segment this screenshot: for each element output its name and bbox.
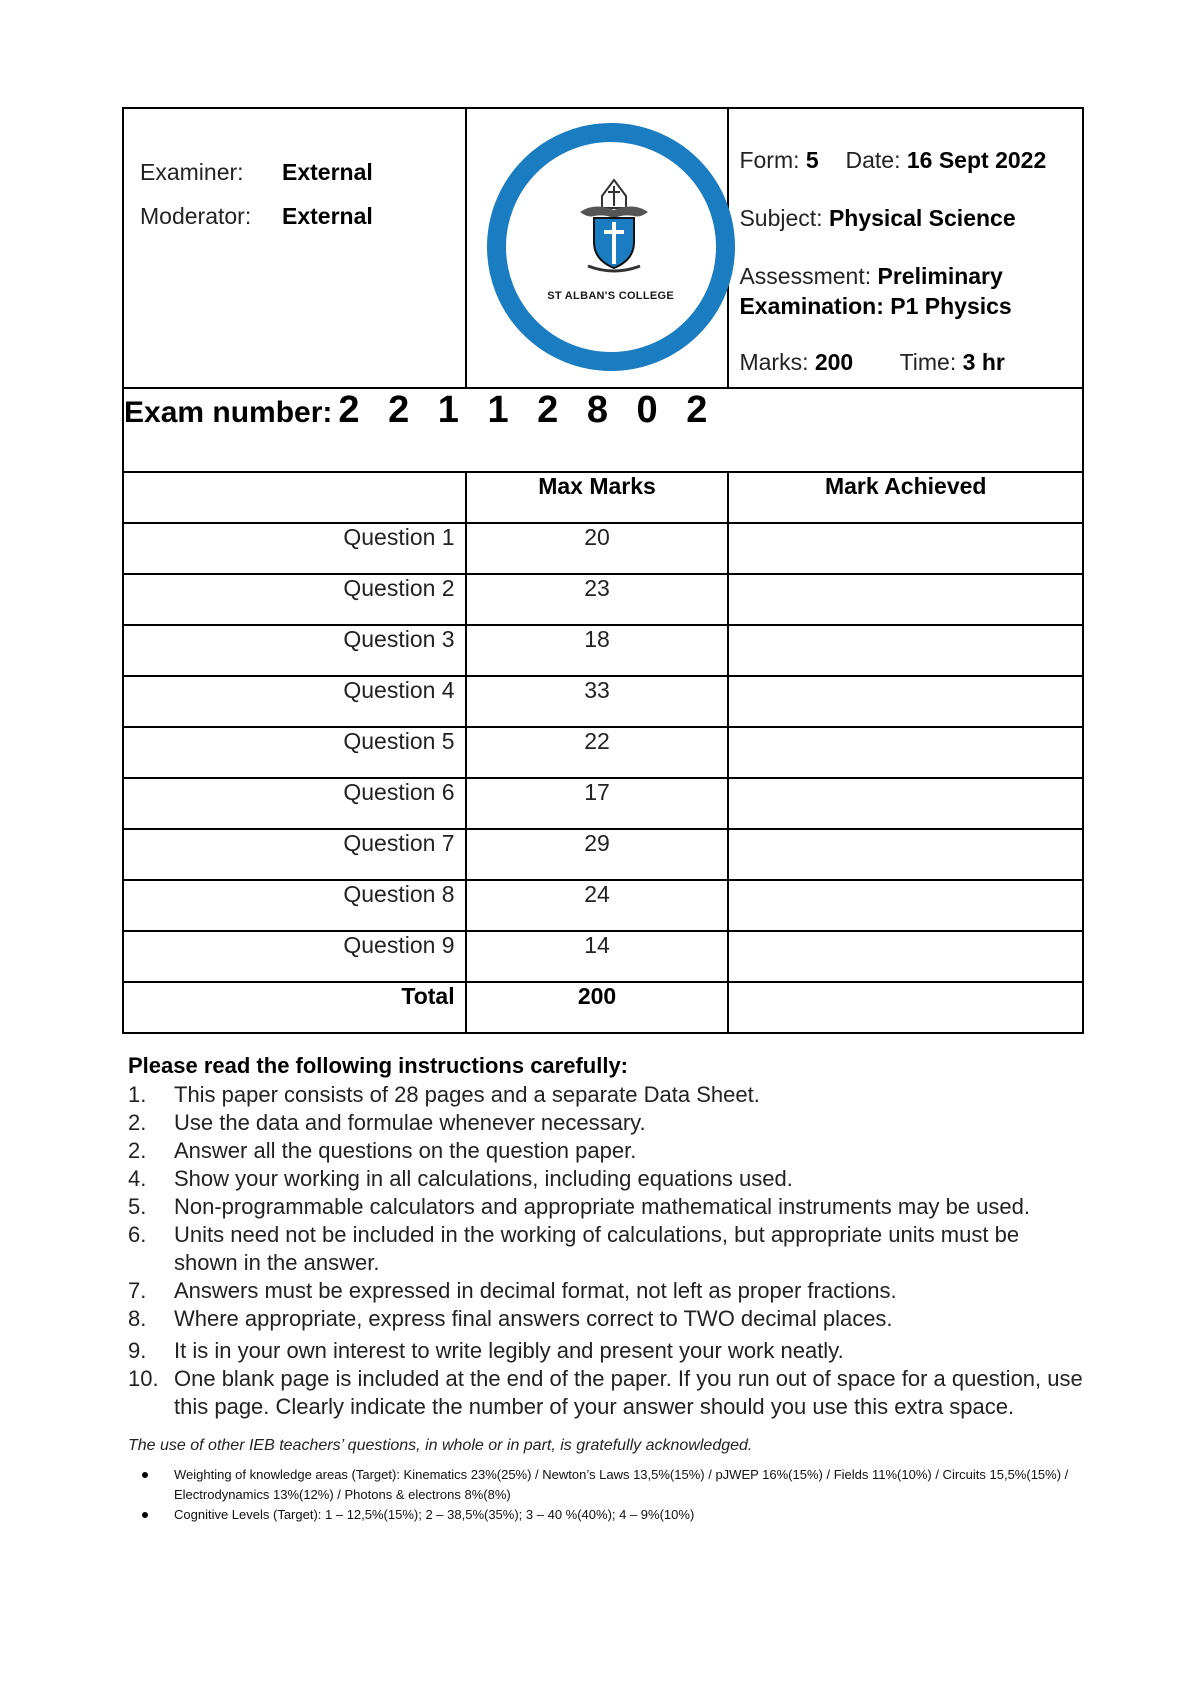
logo-cell [466, 108, 729, 388]
marks-label: Marks: [739, 349, 809, 375]
max-mark: 17 [466, 778, 729, 829]
table-row [123, 931, 1083, 982]
list-item [128, 1337, 1088, 1365]
max-mark: 24 [466, 880, 729, 931]
table-row [123, 778, 1083, 829]
examiner-line [140, 159, 373, 186]
subject-label: Subject: [739, 205, 823, 231]
list-item [128, 1505, 1088, 1525]
examiner-label: Examiner: [140, 159, 244, 185]
crest-icon [574, 178, 654, 276]
item-number: 5. [128, 1194, 147, 1219]
bullet-icon [142, 1472, 148, 1478]
total-value: 200 [466, 982, 729, 1033]
subject-line [739, 205, 1015, 232]
question-label: Question 7 [123, 829, 466, 880]
instructions-list [128, 1081, 1088, 1421]
total-achieved-field[interactable] [728, 982, 1083, 1033]
item-text: Show your working in all calculations, including equations used. [174, 1166, 793, 1191]
mark-achieved-field[interactable] [728, 778, 1083, 829]
max-mark: 22 [466, 727, 729, 778]
list-item [128, 1465, 1088, 1505]
marks-value: 200 [814, 349, 854, 375]
item-number: 8. [128, 1306, 147, 1331]
question-label: Question 9 [123, 931, 466, 982]
item-text: This paper consists of 28 pages and a separate Data Sheet. [174, 1082, 760, 1107]
table-row [123, 523, 1083, 574]
mark-achieved-field[interactable] [728, 880, 1083, 931]
list-item [128, 1193, 1088, 1221]
bullet-icon [142, 1512, 148, 1518]
mark-achieved-field[interactable] [728, 727, 1083, 778]
question-label: Question 8 [123, 880, 466, 931]
max-mark: 33 [466, 676, 729, 727]
item-text: Answer all the questions on the question paper. [174, 1138, 637, 1163]
question-label: Question 2 [123, 574, 466, 625]
list-item [128, 1365, 1088, 1421]
table-row [123, 574, 1083, 625]
list-item [128, 1081, 1088, 1109]
table-row [123, 880, 1083, 931]
logo-text: ST ALBAN'S COLLEGE [547, 290, 674, 302]
form-date-line [739, 147, 1046, 174]
examiner-cell [123, 108, 466, 388]
item-number: 2. [128, 1138, 147, 1163]
list-item [128, 1221, 1088, 1277]
item-text: One blank page is included at the end of the paper. If you run out of space for a question, use this page. Clearly indicate the number of your answer should you use this extra space. [174, 1366, 1083, 1419]
time-label: Time: [899, 349, 957, 375]
mark-achieved-field[interactable] [728, 523, 1083, 574]
mark-achieved-field[interactable] [728, 931, 1083, 982]
acknowledgement: The use of other IEB teachers’ questions, in whole or in part, is gratefully acknowledged. [128, 1437, 753, 1454]
item-number: 9. [128, 1338, 147, 1363]
bullet-text: Weighting of knowledge areas (Target): Kinematics 23%(25%) / Newton’s Laws 13,5%(15%) / pJWEP 16%(15%) / Fields 11%(10%) / Circuits 15,5%(15%) / Electrodynamics 13%(12%) / Photons & electrons 8%(8%) [174, 1467, 1069, 1502]
assessment-value-2: Examination: P1 Physics [739, 293, 1012, 319]
item-number: 2. [128, 1110, 147, 1135]
max-mark: 20 [466, 523, 729, 574]
item-text: Use the data and formulae whenever necessary. [174, 1110, 646, 1135]
school-logo [487, 123, 735, 371]
list-item [128, 1305, 1088, 1333]
instructions-title: Please read the following instructions carefully: [128, 1053, 629, 1078]
max-mark: 14 [466, 931, 729, 982]
item-number: 6. [128, 1222, 147, 1247]
list-item [128, 1277, 1088, 1305]
moderator-value: External [282, 203, 373, 229]
mark-achieved-field[interactable] [728, 676, 1083, 727]
item-text: Units need not be included in the working of calculations, but appropriate units must be shown in the answer. [174, 1222, 1020, 1275]
mark-achieved-field[interactable] [728, 829, 1083, 880]
question-label: Question 6 [123, 778, 466, 829]
marks-time-line [739, 349, 1004, 376]
item-text: Answers must be expressed in decimal format, not left as proper fractions. [174, 1278, 897, 1303]
mark-achieved-field[interactable] [728, 574, 1083, 625]
list-item [128, 1137, 1088, 1165]
question-label: Question 1 [123, 523, 466, 574]
total-label: Total [123, 982, 466, 1033]
mark-achieved-field[interactable] [728, 625, 1083, 676]
table-row [123, 727, 1083, 778]
question-label: Question 4 [123, 676, 466, 727]
assessment-line-2 [739, 293, 1011, 320]
instructions [128, 1053, 1088, 1525]
table-row [123, 829, 1083, 880]
list-item [128, 1165, 1088, 1193]
max-marks-header: Max Marks [466, 472, 729, 523]
item-text: Non-programmable calculators and appropriate mathematical instruments may be used. [174, 1194, 1030, 1219]
moderator-line [140, 203, 373, 230]
marks-header-blank [123, 472, 466, 523]
date-value: 16 Sept 2022 [906, 147, 1047, 173]
item-text: It is in your own interest to write legibly and present your work neatly. [174, 1338, 844, 1363]
question-label: Question 5 [123, 727, 466, 778]
item-number: 1. [128, 1082, 147, 1107]
table-row [123, 625, 1083, 676]
item-number: 4. [128, 1166, 147, 1191]
item-number: 10. [128, 1366, 159, 1391]
exam-info-cell [728, 108, 1083, 388]
question-label: Question 3 [123, 625, 466, 676]
bullet-text: Cognitive Levels (Target): 1 – 12,5%(15%); 2 – 38,5%(35%); 3 – 40 %(40%); 4 – 9%(10%) [174, 1507, 695, 1522]
max-mark: 29 [466, 829, 729, 880]
assessment-line [739, 263, 1002, 290]
form-value: 5 [805, 147, 819, 173]
exam-number-label: Exam number: [124, 396, 333, 429]
form-label: Form: [739, 147, 800, 173]
examiner-value: External [282, 159, 373, 185]
exam-number-cell [123, 388, 1083, 472]
assessment-value-1: Preliminary [877, 263, 1003, 289]
moderator-label: Moderator: [140, 203, 252, 229]
total-row [123, 982, 1083, 1033]
item-number: 7. [128, 1278, 147, 1303]
assessment-label: Assessment: [739, 263, 872, 289]
mark-achieved-header: Mark Achieved [728, 472, 1083, 523]
subject-value: Physical Science [828, 205, 1016, 231]
cover-table [122, 107, 1084, 1034]
exam-number-value: 2 2 1 1 2 8 0 2 [338, 389, 717, 431]
time-value: 3 hr [962, 349, 1005, 375]
max-mark: 23 [466, 574, 729, 625]
max-mark: 18 [466, 625, 729, 676]
list-item [128, 1109, 1088, 1137]
weighting-notes [128, 1465, 1088, 1525]
date-label: Date: [845, 147, 901, 173]
table-row [123, 676, 1083, 727]
item-text: Where appropriate, express final answers correct to TWO decimal places. [174, 1306, 893, 1331]
